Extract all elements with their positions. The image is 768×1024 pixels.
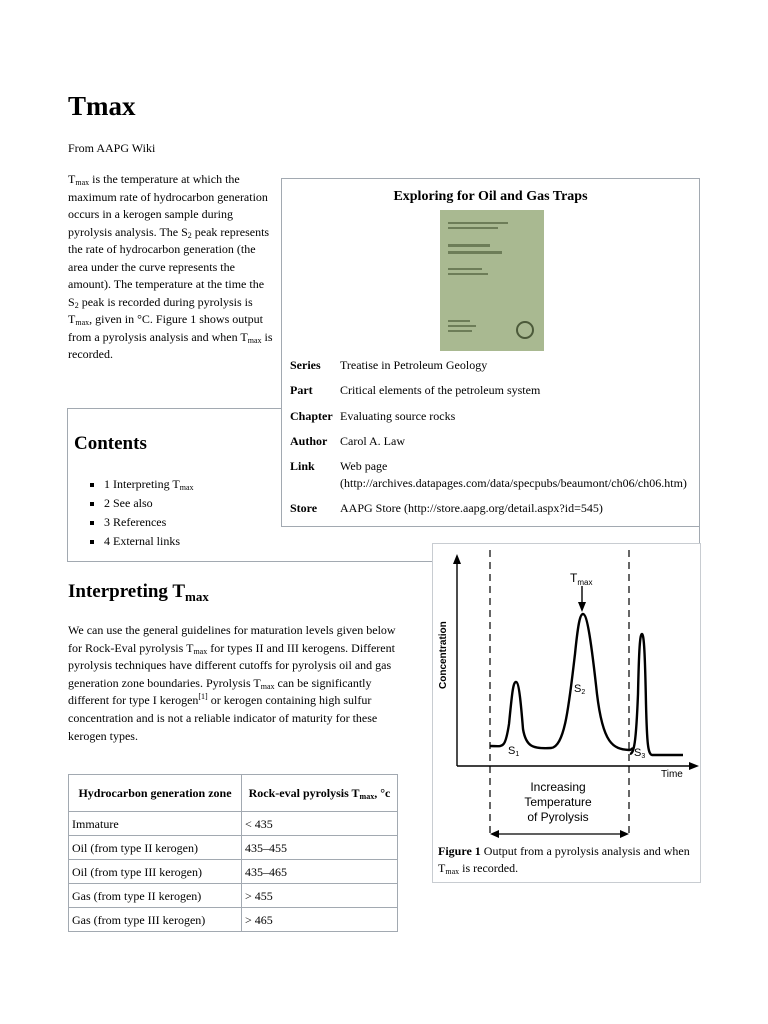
pyrolysis-diagram[interactable] [433,544,702,844]
s2-label: S2 [574,683,586,696]
s3-curve [630,634,683,755]
intro-paragraph: $T_{max}$ is the temperature at which the maximum rate of hydrocarbon generation occurs in a kerogen sample during pyrolysis analysis. The $S_2$ peak represents the rate of hydrocarbon generation (the area under the curve represents the amount). The temperature at the time the $S_2$ peak is recorded during pyrolysis is $T_{max}$, given in °C. Figure 1 shows output from a pyrolysis analysis and when $T_{max}$ is recorded. [68,172,273,361]
y-axis-label: Concentration [438,621,449,689]
figure-1 [432,543,701,883]
book-infobox: Exploring for Oil and Gas Traps Series Treatise in Petroleum Geology Part Critical elements of the petroleum system Chapter Evaluating source rocks Author Carol A. Law Link Web page (http://archives.datapages.com/data/specpubs/beaumont/ch06/ch06.htm) Store AAPG Store (http://store.aapg.org/detail.aspx?id=545) [281,178,700,527]
toc-item-interpreting[interactable]: ▪ 1 Interpreting $T_{max}$ [104,475,194,494]
s1-label: S1 [508,745,520,758]
toc-item-external-links[interactable]: ▪ 4 External links [104,532,194,551]
table-header-tmax: Rock-eval pyrolysis $T_{max}$, °c [242,775,398,812]
book-cover-image[interactable] [440,210,544,351]
x-axis-label: Time [661,769,683,780]
table-row: Gas (from type III kerogen) > 465 [69,908,398,932]
table-row: Gas (from type II kerogen) > 455 [69,884,398,908]
table-header-zone: Hydrocarbon generation zone [69,775,242,812]
range-label-line3: of Pyrolysis [527,810,589,824]
site-subtitle: From AAPG Wiki [68,141,156,155]
range-arrow-right-icon [620,830,629,838]
toc-item-see-also[interactable]: ▪ 2 See also [104,494,194,513]
x-axis-arrow-icon [689,762,699,770]
tmax-arrow-icon [578,602,586,612]
pyrolysis-curve [490,614,633,750]
toc-list [78,475,194,551]
table-row: Oil (from type II kerogen) 435–455 [69,836,398,860]
aapg-seal-icon [516,321,534,339]
toc-title: Contents [74,433,147,454]
reference-link[interactable]: [1] [198,692,208,702]
range-label-line1: Increasing [530,780,586,794]
range-arrow-left-icon [490,830,499,838]
maturation-table [68,774,398,932]
page-title: Tmax [68,91,136,121]
section-paragraph: We can use the general guidelines for maturation levels given below for Rock-Eval pyrolysis $T_{max}$ for types II and III kerogens. Different pyrolysis techniques have different cutoffs for pyrolysis oil and gas generation zone boundaries. Pyrolysis $T_{max}$ can be significantly different for type I kerogen[1] or kerogen containing high sulfur concentration and is not a reliable indicator of maturity for these kerogen types. [68,623,396,743]
figure-caption: Figure 1 Output from a pyrolysis analysis and when $T_{max}$ is recorded. [438,844,690,876]
s3-label: S3 [634,747,646,760]
section-heading: Interpreting $T_{max}$ [68,581,209,604]
table-row: Oil (from type III kerogen) 435–465 [69,860,398,884]
table-row: Immature < 435 [69,812,398,836]
infobox-title: Exploring for Oil and Gas Traps [393,189,588,204]
range-label-line2: Temperature [524,795,592,809]
toc-item-references[interactable]: ▪ 3 References [104,513,194,532]
tmax-label: $T_{max}$ [570,571,593,587]
y-axis-arrow-icon [453,554,461,564]
